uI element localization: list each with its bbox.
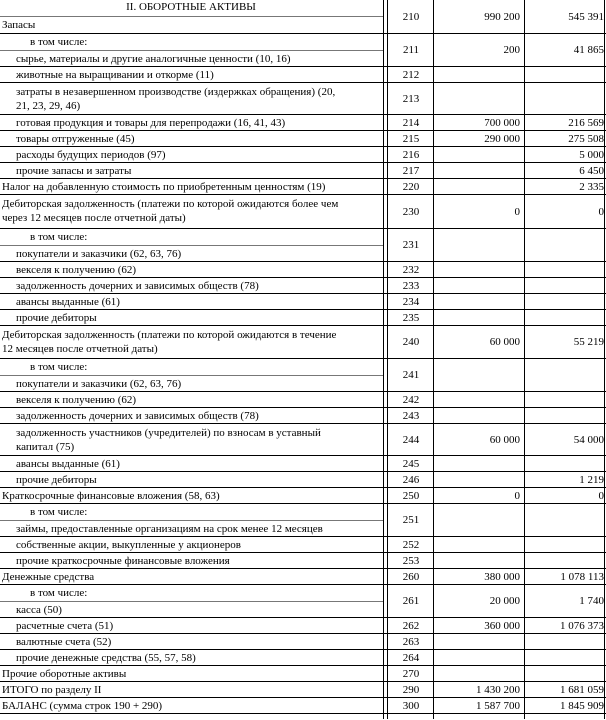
row-label-line: Запасы <box>2 19 36 31</box>
value-start-of-year: 20 000 <box>489 595 520 607</box>
table-row <box>0 229 384 246</box>
row-label <box>0 17 384 33</box>
row-label-line: авансы выданные (61) <box>16 458 120 470</box>
row-label-line: прочие запасы и затраты <box>16 165 132 177</box>
row-label-line: расходы будущих периодов (97) <box>16 149 166 161</box>
value-row <box>384 278 606 294</box>
table-row <box>0 602 606 618</box>
row-label-line: ИТОГО по разделу II <box>2 684 102 696</box>
row-label-line: в том числе: <box>30 506 88 518</box>
table-row <box>0 246 606 262</box>
row-label <box>0 618 384 633</box>
row-label-line: затраты в незавершенном производстве (издержках обращения) (20, <box>16 86 336 98</box>
row-label <box>0 602 384 617</box>
value-end-of-period: 0 <box>598 205 604 218</box>
value-row <box>384 569 606 585</box>
row-label <box>0 229 384 245</box>
value-start-of-year <box>433 456 524 471</box>
value-end-of-period: 1 078 113 <box>560 570 604 583</box>
value-row <box>384 618 606 634</box>
value-row <box>384 698 606 714</box>
value-end-of-period <box>525 634 605 649</box>
value-start-of-year <box>433 262 524 277</box>
value-row <box>384 0 606 34</box>
value-start-of-year: 380 000 <box>484 570 520 583</box>
row-label <box>0 537 384 552</box>
row-label-line: задолженность участников (учредителей) по взносам в уставный <box>16 427 321 439</box>
value-end-of-period: 275 508 <box>568 132 604 145</box>
row-code: 231 <box>402 239 420 251</box>
value-row <box>384 83 606 115</box>
row-code: 260 <box>402 570 420 583</box>
row-label <box>0 34 384 50</box>
row-label <box>0 262 384 277</box>
row-code: 230 <box>402 205 420 218</box>
row-label <box>0 376 384 391</box>
value-row <box>384 179 606 195</box>
value-row <box>384 424 606 456</box>
row-code: 215 <box>402 132 420 145</box>
value-row <box>384 456 606 472</box>
value-start-of-year <box>433 83 524 114</box>
row-label <box>0 408 384 423</box>
value-start-of-year <box>433 553 524 568</box>
row-label-line: готовая продукция и товары для перепродажи (16, 41, 43) <box>16 117 286 129</box>
table-row <box>0 359 384 376</box>
value-start-of-year: 1 587 700 <box>476 699 520 712</box>
row-label-line: покупатели и заказчики (62, 63, 76) <box>16 248 182 260</box>
value-row <box>384 553 606 569</box>
value-row <box>384 67 606 83</box>
row-code: 243 <box>402 409 420 422</box>
value-row <box>384 115 606 131</box>
row-label <box>0 553 384 568</box>
row-label <box>0 147 384 162</box>
row-label-line: займы, предоставленные организациям на срок менее 12 месяцев <box>16 523 323 535</box>
value-row <box>384 163 606 179</box>
row-label <box>0 115 384 130</box>
row-label-line: векселя к получению (62) <box>16 264 137 276</box>
value-end-of-period: 216 569 <box>568 116 604 129</box>
value-start-of-year <box>433 634 524 649</box>
row-code: 212 <box>402 68 420 81</box>
row-code: 242 <box>402 393 420 406</box>
row-label-line: сырье, материалы и другие аналогичные ценности (10, 16) <box>16 53 291 65</box>
row-label <box>0 246 384 261</box>
value-end-of-period <box>525 310 605 325</box>
value-row <box>384 147 606 163</box>
row-label-line: прочие денежные средства (55, 57, 58) <box>16 652 196 664</box>
value-start-of-year <box>433 392 524 407</box>
row-code: 252 <box>402 538 420 551</box>
value-start-of-year <box>433 408 524 423</box>
row-label-line: задолженность дочерних и зависимых обществ (78) <box>16 410 259 422</box>
value-start-of-year: 1 430 200 <box>476 683 520 696</box>
row-label <box>0 326 384 358</box>
row-label-line: через 12 месяцев после отчетной даты) <box>2 212 186 224</box>
row-label-line: касса (50) <box>16 604 62 616</box>
row-code: 290 <box>402 683 420 696</box>
value-start-of-year: 60 000 <box>489 336 520 348</box>
table-row <box>0 504 384 521</box>
row-label-line: расчетные счета (51) <box>16 620 114 632</box>
row-code: 241 <box>402 369 420 381</box>
table-row <box>0 51 606 67</box>
row-label-line: в том числе: <box>30 587 88 599</box>
value-end-of-period <box>525 537 605 552</box>
row-label-line: собственные акции, выкупленные у акционеров <box>16 539 241 551</box>
value-start-of-year <box>433 537 524 552</box>
row-label-line: прочие краткосрочные финансовые вложения <box>16 555 230 567</box>
value-end-of-period <box>525 456 605 471</box>
value-end-of-period: 54 000 <box>573 433 604 446</box>
value-end-of-period <box>525 666 605 681</box>
row-code: 213 <box>402 92 420 105</box>
value-start-of-year <box>433 179 524 194</box>
value-start-of-year: 200 <box>503 44 520 56</box>
row-label-line: животные на выращивании и откорме (11) <box>16 69 214 81</box>
value-end-of-period: 2 335 <box>579 180 604 193</box>
column-divider <box>524 0 525 719</box>
row-code: 211 <box>402 44 420 56</box>
row-label <box>0 131 384 146</box>
value-end-of-period <box>525 408 605 423</box>
row-label-line: товары отгруженные (45) <box>16 133 135 145</box>
value-start-of-year: 0 <box>514 489 520 502</box>
row-label-line: векселя к получению (62) <box>16 394 137 406</box>
value-start-of-year <box>433 278 524 293</box>
value-row <box>384 666 606 682</box>
value-row <box>384 392 606 408</box>
value-end-of-period: 545 391 <box>568 10 604 23</box>
value-start-of-year: 990 200 <box>484 10 520 23</box>
row-label-line: капитал (75) <box>16 441 75 453</box>
value-end-of-period <box>525 83 605 114</box>
table-row <box>0 34 384 51</box>
value-end-of-period: 5 000 <box>579 148 604 161</box>
row-label <box>0 682 384 697</box>
row-label <box>0 392 384 407</box>
row-label <box>0 278 384 293</box>
row-code: 270 <box>402 667 420 680</box>
row-code: 244 <box>402 433 420 446</box>
value-row <box>384 408 606 424</box>
column-divider <box>433 0 434 719</box>
row-label <box>0 472 384 487</box>
row-label-line: Дебиторская задолженность (платежи по которой ожидаются более чем <box>2 198 339 210</box>
value-row <box>384 537 606 553</box>
row-label-line: Прочие оборотные активы <box>2 668 127 680</box>
value-end-of-period: 0 <box>598 489 604 502</box>
row-label-line: 21, 23, 29, 46) <box>16 100 81 112</box>
row-code: 214 <box>402 116 420 129</box>
row-label <box>0 456 384 471</box>
row-label-line: Налог на добавленную стоимость по приобретенным ценностям (19) <box>2 181 326 193</box>
row-code: 251 <box>402 514 420 526</box>
value-start-of-year <box>433 472 524 487</box>
value-row <box>384 472 606 488</box>
value-row <box>384 682 606 698</box>
row-label <box>0 67 384 82</box>
row-code: 217 <box>402 164 420 177</box>
value-end-of-period: 41 865 <box>573 44 604 56</box>
value-start-of-year: 290 000 <box>484 132 520 145</box>
value-start-of-year <box>433 67 524 82</box>
row-label <box>0 310 384 325</box>
table-row <box>0 376 606 392</box>
value-start-of-year <box>433 147 524 162</box>
row-label-line: в том числе: <box>30 36 88 48</box>
row-label <box>0 569 384 584</box>
value-end-of-period <box>525 392 605 407</box>
value-end-of-period: 1 740 <box>579 595 604 607</box>
value-row <box>384 650 606 666</box>
row-label <box>0 179 384 194</box>
value-end-of-period <box>525 67 605 82</box>
row-label-line: в том числе: <box>30 231 88 243</box>
value-end-of-period: 1 845 909 <box>560 699 604 712</box>
value-end-of-period <box>525 650 605 665</box>
value-end-of-period <box>525 278 605 293</box>
row-code: 210 <box>402 10 420 23</box>
value-row <box>384 634 606 650</box>
row-code: 261 <box>402 595 420 607</box>
section-title: II. ОБОРОТНЫЕ АКТИВЫ <box>126 1 256 13</box>
row-code: 246 <box>402 473 420 486</box>
row-code: 233 <box>402 279 420 292</box>
row-label <box>0 51 384 66</box>
row-label-line: прочие дебиторы <box>16 474 97 486</box>
row-label <box>0 83 384 114</box>
row-code: 220 <box>402 180 420 193</box>
row-label-line: в том числе: <box>30 361 88 373</box>
value-end-of-period: 55 219 <box>573 336 604 348</box>
value-end-of-period: 1 681 059 <box>560 683 604 696</box>
value-row <box>384 131 606 147</box>
value-row <box>384 294 606 310</box>
row-label <box>0 163 384 178</box>
row-code: 235 <box>402 311 420 324</box>
row-label <box>0 698 384 713</box>
value-start-of-year: 700 000 <box>484 116 520 129</box>
row-label-line: задолженность дочерних и зависимых обществ (78) <box>16 280 259 292</box>
row-code: 245 <box>402 457 420 470</box>
table-row <box>0 585 384 602</box>
row-label <box>0 666 384 681</box>
value-start-of-year: 0 <box>514 205 520 218</box>
value-start-of-year: 60 000 <box>489 433 520 446</box>
row-label-line: БАЛАНС (сумма строк 190 + 290) <box>2 700 163 712</box>
table-row <box>0 521 606 537</box>
row-code: 264 <box>402 651 420 664</box>
column-divider <box>387 0 388 719</box>
row-label-line: Краткосрочные финансовые вложения (58, 63) <box>2 490 220 502</box>
section-title-row <box>0 0 384 17</box>
value-start-of-year <box>433 294 524 309</box>
row-code: 250 <box>402 489 420 502</box>
row-label <box>0 424 384 455</box>
row-code: 263 <box>402 635 420 648</box>
value-start-of-year: 360 000 <box>484 619 520 632</box>
row-label-line: Дебиторская задолженность (платежи по которой ожидаются в течение <box>2 329 337 341</box>
row-label-line: прочие дебиторы <box>16 312 97 324</box>
value-start-of-year <box>433 310 524 325</box>
row-label <box>0 585 384 601</box>
row-label <box>0 195 384 228</box>
row-label <box>0 650 384 665</box>
value-row <box>384 488 606 504</box>
row-code: 216 <box>402 148 420 161</box>
row-code: 253 <box>402 554 420 567</box>
value-row <box>384 262 606 278</box>
row-label <box>0 359 384 375</box>
row-label <box>0 294 384 309</box>
row-label <box>0 488 384 503</box>
value-row <box>384 326 606 359</box>
value-end-of-period <box>525 294 605 309</box>
value-row <box>384 195 606 229</box>
row-code: 232 <box>402 263 420 276</box>
row-label <box>0 504 384 520</box>
value-end-of-period: 1 076 373 <box>560 619 604 632</box>
value-end-of-period <box>525 553 605 568</box>
column-divider <box>604 0 605 719</box>
row-label-line: авансы выданные (61) <box>16 296 120 308</box>
value-row <box>384 310 606 326</box>
row-code: 262 <box>402 619 420 632</box>
value-start-of-year <box>433 650 524 665</box>
value-start-of-year <box>433 666 524 681</box>
row-code: 234 <box>402 295 420 308</box>
row-label-line: валютные счета (52) <box>16 636 112 648</box>
row-label <box>0 634 384 649</box>
row-label-line: покупатели и заказчики (62, 63, 76) <box>16 378 182 390</box>
row-code: 300 <box>402 699 420 712</box>
row-code: 240 <box>402 336 420 348</box>
value-end-of-period <box>525 262 605 277</box>
value-end-of-period: 1 219 <box>579 473 604 486</box>
value-start-of-year <box>433 163 524 178</box>
row-label-line: 12 месяцев после отчетной даты) <box>2 343 158 355</box>
column-divider <box>383 0 384 719</box>
row-label-line: Денежные средства <box>2 571 95 583</box>
row-label <box>0 521 384 536</box>
value-end-of-period: 6 450 <box>579 164 604 177</box>
